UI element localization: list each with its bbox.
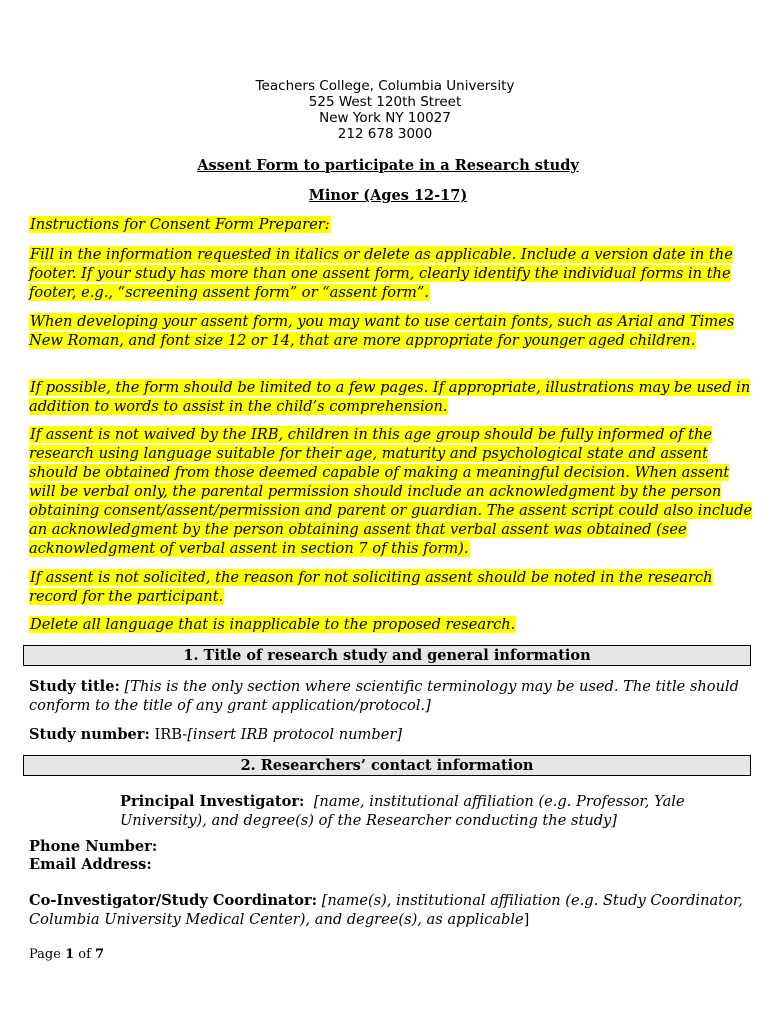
email-address-label: Email Address: bbox=[29, 856, 152, 873]
instruction-text: If assent is not solicited, the reason for not soliciting assent should be noted in the research record for the participant. bbox=[29, 569, 713, 605]
page-total: 7 bbox=[95, 947, 105, 962]
instruction-paragraph bbox=[29, 245, 753, 302]
page-current: 1 bbox=[65, 947, 75, 962]
instruction-paragraph bbox=[29, 568, 753, 606]
co-investigator bbox=[29, 891, 753, 929]
of-word: of bbox=[78, 947, 91, 962]
instructions-heading-text: Instructions for Consent Form Preparer: bbox=[30, 216, 330, 233]
study-number bbox=[29, 725, 753, 744]
phone-number-label: Phone Number: bbox=[29, 838, 158, 855]
instruction-paragraph bbox=[29, 425, 753, 558]
institution-name: Teachers College, Columbia University bbox=[255, 78, 515, 94]
instruction-paragraph bbox=[29, 378, 753, 416]
street-address: 525 West 120th Street bbox=[308, 94, 462, 110]
section-2-heading: 2. Researchers’ contact information bbox=[23, 755, 751, 776]
page-footer bbox=[29, 947, 104, 963]
study-title bbox=[29, 677, 753, 715]
instruction-paragraph bbox=[29, 312, 753, 350]
principal-investigator bbox=[120, 792, 740, 830]
section-1-heading: 1. Title of research study and general information bbox=[23, 645, 751, 666]
instruction-text: Delete all language that is inapplicable to the proposed research. bbox=[30, 616, 516, 633]
instruction-text: If possible, the form should be limited to a few pages. If appropriate, illustrations may be used in addition to words to assist in the child’s comprehension. bbox=[29, 379, 751, 415]
instruction-text: When developing your assent form, you may want to use certain fonts, such as Arial and Times New Roman, and font size 12 or 14, that are more appropriate for younger aged children. bbox=[29, 313, 735, 349]
study-title-text: [This is the only section where scientific terminology may be used. The title should conform to the title of any grant application/protocol.] bbox=[29, 678, 739, 714]
coi-text: [name(s), institutional affiliation (e.g. Study Coordinator, Columbia University Medical Center), and degree(s), as applicable bbox=[29, 892, 743, 928]
instruction-text: If assent is not waived by the IRB, children in this age group should be fully informed of the research using language suitable for their age, maturity and psychological state and assent should be obtained from those deemed capable of making a meaningful decision. When assent will be verbal only, the parental permission should include an acknowledgment by the person obtaining consent/assent/permission and parent or guardian. The assent script could also include an acknowledgment by the person obtaining assent that verbal assent was obtained (see acknowledgment of verbal assent in section 7 of this form). bbox=[29, 426, 753, 557]
coi-label: Co-Investigator/Study Coordinator: bbox=[29, 892, 318, 909]
study-title-label: Study title: bbox=[29, 678, 120, 695]
form-subtitle: Minor (Ages 12-17) bbox=[308, 187, 468, 204]
instructions-heading bbox=[29, 215, 753, 234]
city-address: New York NY 10027 bbox=[319, 110, 451, 126]
pi-label: Principal Investigator: bbox=[120, 793, 305, 810]
coi-close-bracket: ] bbox=[523, 911, 530, 928]
study-number-text: [insert IRB protocol number] bbox=[187, 726, 403, 743]
phone-number: 212 678 3000 bbox=[337, 126, 433, 142]
instruction-paragraph bbox=[29, 615, 753, 634]
pi-text: [name, institutional affiliation (e.g. Professor, Yale University), and degree(s) of the Researcher conducting the study] bbox=[120, 793, 685, 829]
form-title: Assent Form to participate in a Research study bbox=[197, 157, 579, 174]
study-number-label: Study number: bbox=[29, 726, 150, 743]
instruction-text: Fill in the information requested in italics or delete as applicable. Include a version date in the footer. If your study has more than one assent form, clearly identify the individual forms in the footer, e.g., “screening assent form” or “assent form”. bbox=[29, 246, 733, 301]
page-word: Page bbox=[29, 947, 61, 962]
study-number-prefix: IRB- bbox=[154, 726, 188, 743]
